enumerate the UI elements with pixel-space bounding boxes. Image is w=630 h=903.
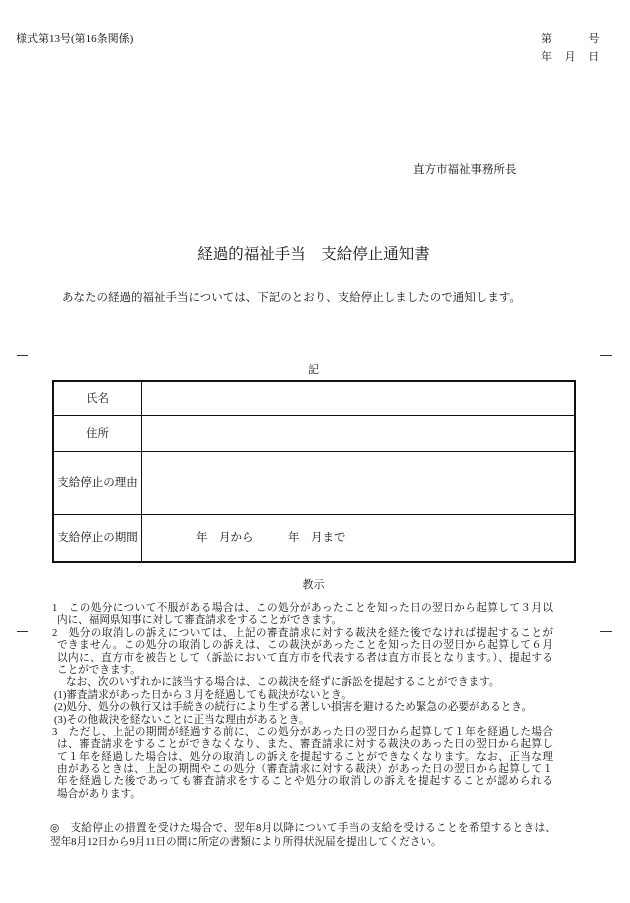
table-row-reason — [54, 452, 574, 515]
instruction-line: 1 この処分について不服がある場合は、この処分があったことを知った日の翌日から起算して３月以 — [52, 603, 553, 614]
period-label: 支給停止の期間 — [54, 515, 142, 561]
income-report-note — [50, 822, 556, 850]
document-title: 経過的福祉手当 支給停止通知書 — [197, 246, 430, 263]
reason-value — [142, 452, 574, 514]
instruction-line: 場合があります。 — [57, 788, 141, 800]
note-line: ◎ 支給停止の措置を受けた場合で、翌年8月以降について手当の支給を受けることを希望するときは、 — [50, 823, 556, 834]
info-table — [52, 380, 576, 563]
instruction-line: ことができます。 — [57, 664, 141, 676]
instruction-line: できません。この処分の取消しの訴えは、この裁決があったことを知った日の翌日から起算して６月 — [57, 640, 553, 652]
table-row-name — [54, 382, 574, 416]
instruction-line: 3 ただし、上記の期間が経過する前に、この処分があった日の翌日から起算して１年を経過した場合 — [52, 726, 553, 738]
instruction-line: は、審査請求をすることができなくなり、また、審査請求に対する裁決のあった日の翌日から起算し — [57, 739, 553, 751]
instruction-line: (1)審査請求があった日から３月を経過しても裁決がないとき。 — [54, 689, 352, 701]
reason-label: 支給停止の理由 — [54, 452, 142, 514]
instruction-line: 内に、福岡県知事に対して審査請求をすることができます。 — [57, 615, 343, 627]
period-to: 年 月まで — [288, 532, 346, 544]
record-heading: 記 — [308, 364, 319, 376]
instruction-line: 2 処分の取消しの訴えについては、上記の審査請求に対する裁決を経た後でなければ提起することが — [52, 627, 553, 639]
period-from: 年 月から — [196, 532, 254, 544]
instruction-line: (3)その他裁決を経ないことに正当な理由があるとき。 — [54, 714, 310, 726]
fold-mark — [17, 355, 28, 356]
address-label: 住所 — [54, 416, 142, 451]
table-row-address — [54, 416, 574, 452]
name-label: 氏名 — [54, 382, 142, 415]
issue-date: 年 月 日 — [541, 51, 600, 63]
instructions-body — [52, 603, 553, 801]
fold-mark — [600, 355, 612, 356]
instruction-line: 由があるときは、上記の期間やこの処分（審査請求に対する裁決）があった日の翌日から起算して１ — [57, 764, 553, 776]
instruction-line: 年を経過した後であっても審査請求をすることや処分の取消しの訴えを提起することが認められる — [57, 776, 553, 788]
table-row-period — [54, 515, 574, 561]
intro-text: あなたの経過的福祉手当については、下記のとおり、支給停止しましたので通知します。 — [62, 292, 521, 304]
fold-mark — [17, 631, 28, 632]
issuer-name: 直方市福祉事務所長 — [413, 164, 517, 176]
name-value — [142, 382, 574, 415]
instruction-line: (2)処分、処分の執行又は手続きの続行により生ずる著しい損害を避けるため緊急の必要があるとき。 — [54, 702, 533, 714]
form-number: 様式第13号(第16条関係) — [16, 33, 134, 45]
instruction-line: なお、次のいずれかに該当する場合は、この裁決を経ずに訴訟を提起することができます。 — [66, 677, 500, 689]
instructions-heading: 教示 — [302, 579, 325, 591]
instruction-line: 以内に、直方市を被告として（訴訟において直方市を代表する者は直方市長となります。）、提起する — [57, 652, 553, 664]
address-value — [142, 416, 574, 451]
document-number: 第 号 — [541, 33, 605, 45]
note-line: 翌年8月12日から9月11日の間に所定の書類により所得状況届を提出してください。 — [50, 837, 442, 848]
period-value — [142, 515, 574, 561]
fold-mark — [600, 631, 612, 632]
instruction-line: て１年を経過した場合は、処分の取消しの訴えを提起することができなくなります。なお、正当な理 — [57, 751, 553, 763]
